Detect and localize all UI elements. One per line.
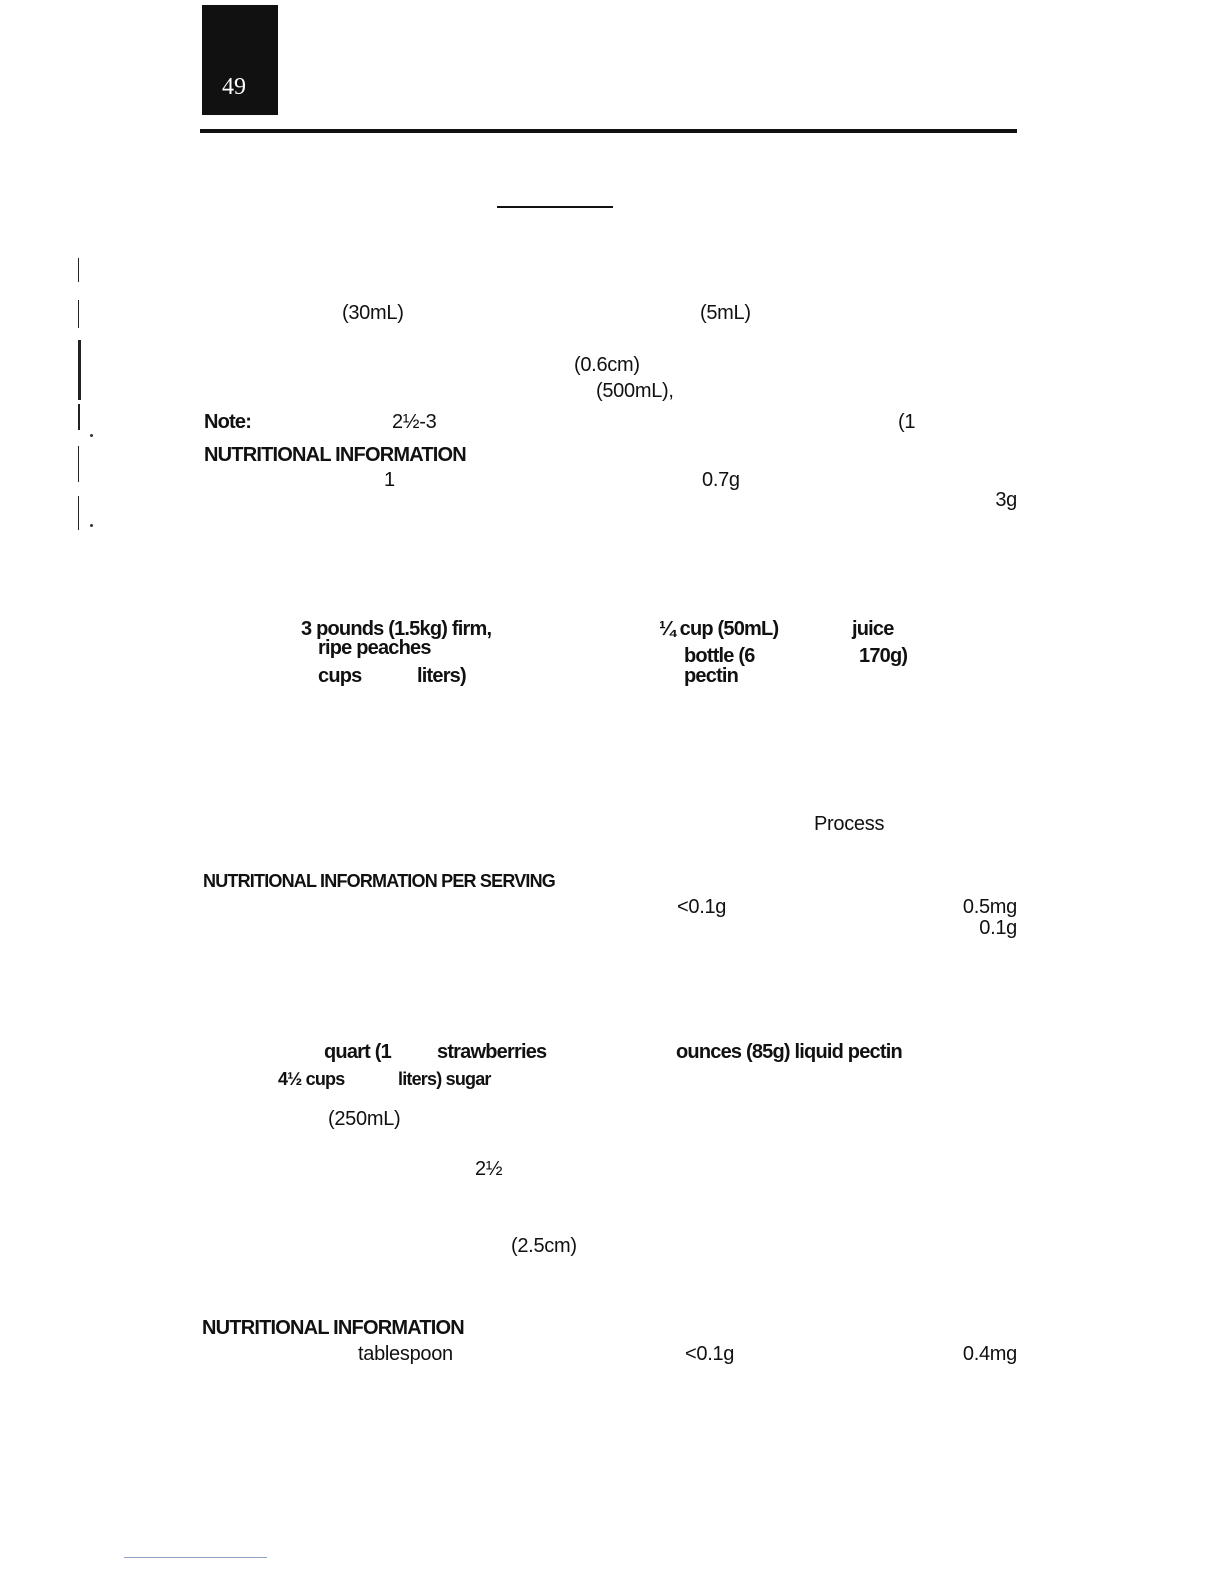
nutrition-heading-2: NUTRITIONAL INFORMATION PER SERVING xyxy=(203,871,556,891)
nutrition-serving-unit: tablespoon xyxy=(358,1343,453,1365)
nutrition-value: 0.4mg xyxy=(962,1343,1017,1365)
measure-250ml: (250mL) xyxy=(328,1108,401,1130)
margin-mark xyxy=(78,258,79,282)
footer-rule xyxy=(124,1557,267,1558)
note-label: Note: xyxy=(204,411,252,433)
margin-mark xyxy=(78,340,81,400)
ingredient-quart: quart (1 xyxy=(324,1041,391,1063)
ingredient-peaches: 3 pounds (1.5kg) firm, xyxy=(301,618,492,640)
margin-speck xyxy=(90,524,93,527)
ingredient-sugar-cups-2: 4½ cups xyxy=(278,1069,345,1089)
title-underline xyxy=(497,206,613,208)
nutrition-value: 0.7g xyxy=(702,469,740,491)
measure-2-5cm: (2.5cm) xyxy=(511,1235,577,1257)
ingredient-sugar-liters: liters) xyxy=(417,665,466,687)
ingredient-pectin-weight: 170g) xyxy=(859,645,908,667)
measure-30ml: (30mL) xyxy=(342,302,404,324)
ingredient-juice-measure: ¼ cup (50mL) xyxy=(659,618,779,640)
margin-mark xyxy=(78,404,80,430)
measure-500ml: (500mL), xyxy=(596,380,674,402)
nutrition-value: 0.5mg xyxy=(962,896,1017,918)
margin-mark xyxy=(78,496,79,530)
nutrition-value: 0.1g xyxy=(979,917,1017,939)
margin-mark xyxy=(78,300,79,328)
header-rule xyxy=(200,129,1017,133)
ingredient-liquid-pectin: ounces (85g) liquid pectin xyxy=(676,1041,902,1063)
page-number: 49 xyxy=(222,74,246,100)
ingredient-peaches-cont: ripe peaches xyxy=(318,637,431,659)
nutrition-value: 3g xyxy=(995,489,1017,511)
nutrition-value: <0.1g xyxy=(677,896,727,918)
ingredient-strawberries: strawberries xyxy=(437,1041,547,1063)
nutrition-heading-1: NUTRITIONAL INFORMATION xyxy=(204,444,466,466)
ingredient-sugar-2: liters) sugar xyxy=(398,1069,491,1089)
nutrition-value: 1 xyxy=(384,469,395,491)
ingredient-sugar-cups: cups xyxy=(318,665,362,687)
margin-speck xyxy=(90,434,93,437)
margin-mark xyxy=(78,446,79,482)
measure-2-5: 2½ xyxy=(475,1158,503,1180)
process-step: Process xyxy=(814,813,885,835)
ingredient-juice: juice xyxy=(852,618,894,640)
nutrition-heading-3: NUTRITIONAL INFORMATION xyxy=(202,1317,464,1339)
note-quantity: 2½-3 xyxy=(392,411,437,433)
nutrition-value: <0.1g xyxy=(685,1343,735,1365)
ingredient-pectin-bottle: bottle (6 xyxy=(684,645,755,667)
measure-5ml: (5mL) xyxy=(700,302,751,324)
note-paren: (1 xyxy=(898,411,916,433)
measure-0-6cm: (0.6cm) xyxy=(574,354,640,376)
ingredient-pectin: pectin xyxy=(684,665,739,687)
